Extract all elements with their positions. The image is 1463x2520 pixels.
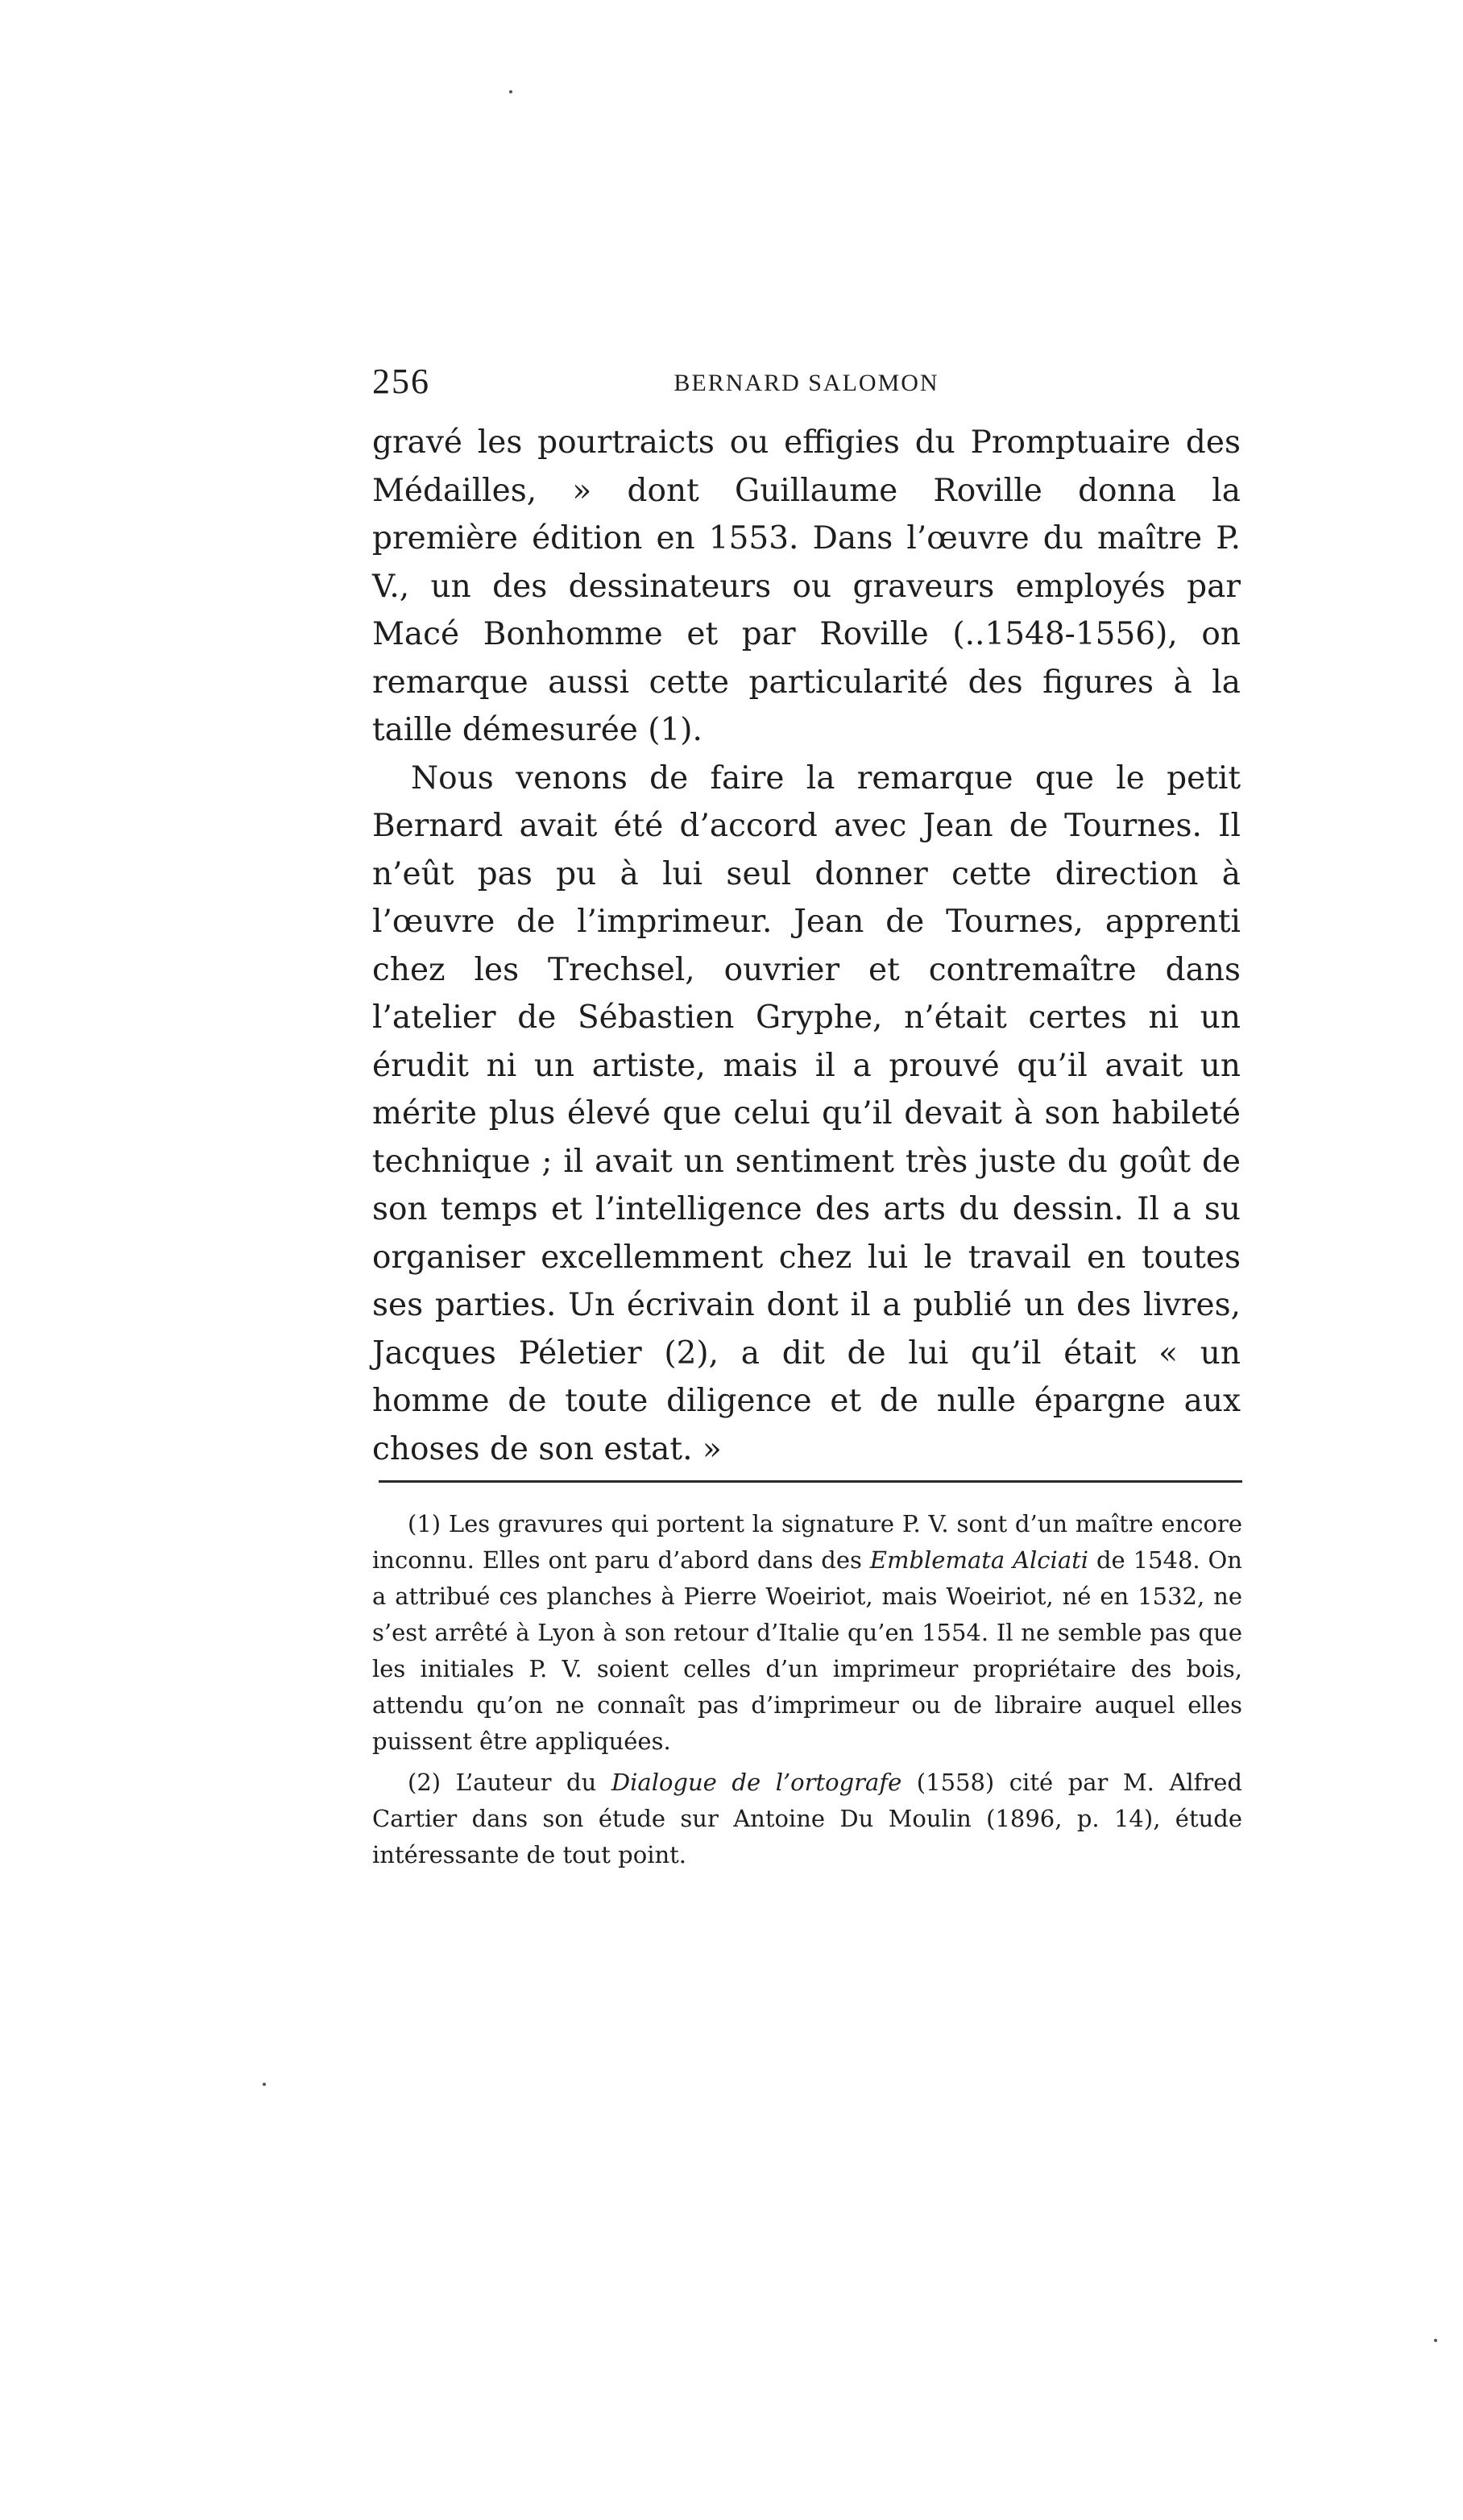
page-number: 256 [372, 362, 430, 401]
footnote-text: (1) Les gravures qui portent la signature P. V. sont d’un maître encore inconnu. Elles ont paru d’abord dans des [372, 1510, 1242, 1574]
footnotes [372, 1506, 1242, 1878]
paper-speck [263, 2083, 266, 2086]
paragraph: Nous venons de faire la remarque que le petit Bernard avait été d’accord avec Jean de Tournes. Il n’eût pas pu à lui seul donner cette direction à l’œuvre de l’imprimeur. Jean de Tournes, apprenti chez les Trechsel, ouvrier et contremaître dans l’atelier de Sébastien Gryphe, n’était certes ni un érudit ni un artiste, mais il a prouvé qu’il avait un mérite plus élevé que celui qu’il devait à son habileté technique ; il avait un sentiment très juste du goût de son temps et l’intelligence des arts du dessin. Il a su organiser excellemment chez lui le travail en toutes ses parties. Un écrivain dont il a publié un des livres, Jacques Péletier (2), a dit de lui qu’il était « un homme de toute diligence et de nulle épargne aux choses de son estat. » [372, 759, 1241, 1467]
footnote-text: (2) L’auteur du [408, 1769, 611, 1796]
paper-speck [1434, 2339, 1437, 2342]
footnote-2 [372, 1765, 1242, 1873]
running-title: BERNARD SALOMON [673, 370, 939, 396]
main-text [372, 419, 1241, 1473]
footnote-italic-title: Emblemata Alciati [869, 1546, 1089, 1574]
footnote-italic-title: Dialogue de l’ortografe [611, 1769, 902, 1796]
paragraph: gravé les pourtraicts ou effigies du Promptuaire des Médailles, » dont Guillaume Roville donna la première édition en 1553. Dans l’œuvre du maître P. V., un des dessinateurs ou graveurs employés par Macé Bonhomme et par Roville (..1548-1556), on remarque aussi cette particularité des figures à la taille démesurée (1). [372, 424, 1241, 748]
footnote-text: de 1548. On a attribué ces planches à Pierre Woeiriot, mais Woeiriot, né en 1532, ne s’est arrêté à Lyon à son retour d’Italie qu’en 1554. Il ne semble pas que les initiales P. V. soient celles d’un imprimeur propriétaire des bois, attendu qu’on ne connaît pas d’imprimeur ou de libraire auquel elles puissent être appliquées. [372, 1546, 1242, 1755]
footnote-divider [379, 1480, 1242, 1483]
footnote-1 [372, 1506, 1242, 1760]
page-header [372, 359, 1241, 408]
footnote-text: (1558) cité par M. Alfred Cartier dans son étude sur Antoine Du Moulin (1896, p. 14), étude intéressante de tout point. [372, 1769, 1242, 1868]
paper-speck [509, 90, 512, 93]
